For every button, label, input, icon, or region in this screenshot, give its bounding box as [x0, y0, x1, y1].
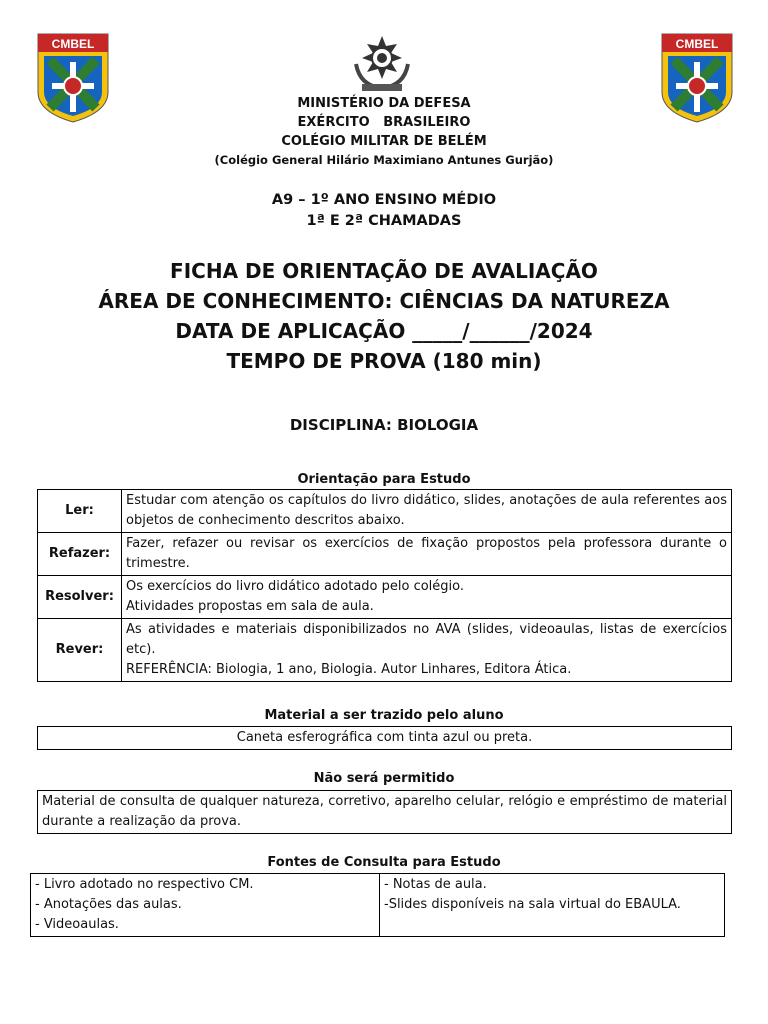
study-line: Os exercícios do livro didático adotado pelo colégio.	[126, 579, 465, 594]
school-subtitle: (Colégio General Hilário Maximiano Antunes Gurjão)	[214, 153, 554, 167]
study-heading: Orientação para Estudo	[297, 472, 471, 487]
application-date-line: DATA DE APLICAÇÃO _____/______/2024	[175, 319, 593, 343]
source-item: - Notas de aula.	[384, 877, 487, 892]
source-item: - Anotações das aulas.	[35, 897, 182, 912]
ministry-line: MINISTÉRIO DA DEFESA	[297, 96, 471, 111]
not-allowed-heading: Não será permitido	[313, 771, 455, 786]
study-table	[37, 489, 732, 682]
study-line: REFERÊNCIA: Biologia, 1 ano, Biologia. Autor Linhares, Editora Ática.	[126, 662, 572, 677]
sources-table	[30, 873, 725, 937]
grade-block	[0, 190, 768, 232]
source-item: -Slides disponíveis na sala virtual do EBAULA.	[384, 897, 681, 912]
study-row	[38, 576, 732, 619]
study-row-text	[122, 619, 732, 682]
grade-line: A9 – 1º ANO ENSINO MÉDIO	[271, 192, 497, 208]
coat-of-arms-emblem	[350, 34, 414, 94]
study-row	[38, 490, 732, 533]
sources-right-cell	[380, 874, 725, 937]
study-row	[38, 619, 732, 682]
study-row-text	[122, 576, 732, 619]
calls-line: 1ª E 2ª CHAMADAS	[306, 213, 462, 229]
school-line: COLÉGIO MILITAR DE BELÉM	[281, 134, 487, 149]
material-heading: Material a ser trazido pelo aluno	[264, 708, 504, 723]
material-table	[37, 726, 732, 750]
document-title	[0, 256, 768, 376]
sources-heading: Fontes de Consulta para Estudo	[267, 855, 501, 870]
not-allowed-table	[37, 790, 732, 834]
discipline-label: DISCIPLINA: BIOLOGIA	[289, 416, 479, 434]
study-row-label: Refazer:	[38, 533, 122, 576]
institution-header	[0, 94, 768, 170]
study-row	[38, 533, 732, 576]
study-line: Atividades propostas em sala de aula.	[126, 599, 374, 614]
title-line-1: FICHA DE ORIENTAÇÃO DE AVALIAÇÃO	[170, 259, 598, 283]
logo-text: CMBEL	[51, 37, 95, 51]
not-allowed-text: Material de consulta de qualquer natureza, corretivo, aparelho celular, relógio e empréstimo de material durante a realização da prova.	[38, 791, 732, 834]
study-row-label: Resolver:	[38, 576, 122, 619]
material-text: Caneta esferográfica com tinta azul ou preta.	[38, 727, 732, 750]
study-row-text: Fazer, refazer ou revisar os exercícios de fixação propostos pela professora durante o trimestre.	[122, 533, 732, 576]
source-item: - Livro adotado no respectivo CM.	[35, 877, 254, 892]
study-row-label: Ler:	[38, 490, 122, 533]
study-line: As atividades e materiais disponibilizados no AVA (slides, videoaulas, listas de exercícios etc).	[126, 622, 727, 657]
sources-left-cell	[31, 874, 380, 937]
study-row-label: Rever:	[38, 619, 122, 682]
exam-time-line: TEMPO DE PROVA (180 min)	[226, 349, 542, 373]
source-item: - Videoaulas.	[35, 917, 119, 932]
title-line-2: ÁREA DE CONHECIMENTO: CIÊNCIAS DA NATUREZA	[98, 289, 670, 313]
logo-text: CMBEL	[675, 37, 719, 51]
army-line: EXÉRCITO BRASILEIRO	[297, 115, 471, 130]
study-row-text: Estudar com atenção os capítulos do livro didático, slides, anotações de aula referentes aos objetos de conhecimento descritos abaixo.	[122, 490, 732, 533]
